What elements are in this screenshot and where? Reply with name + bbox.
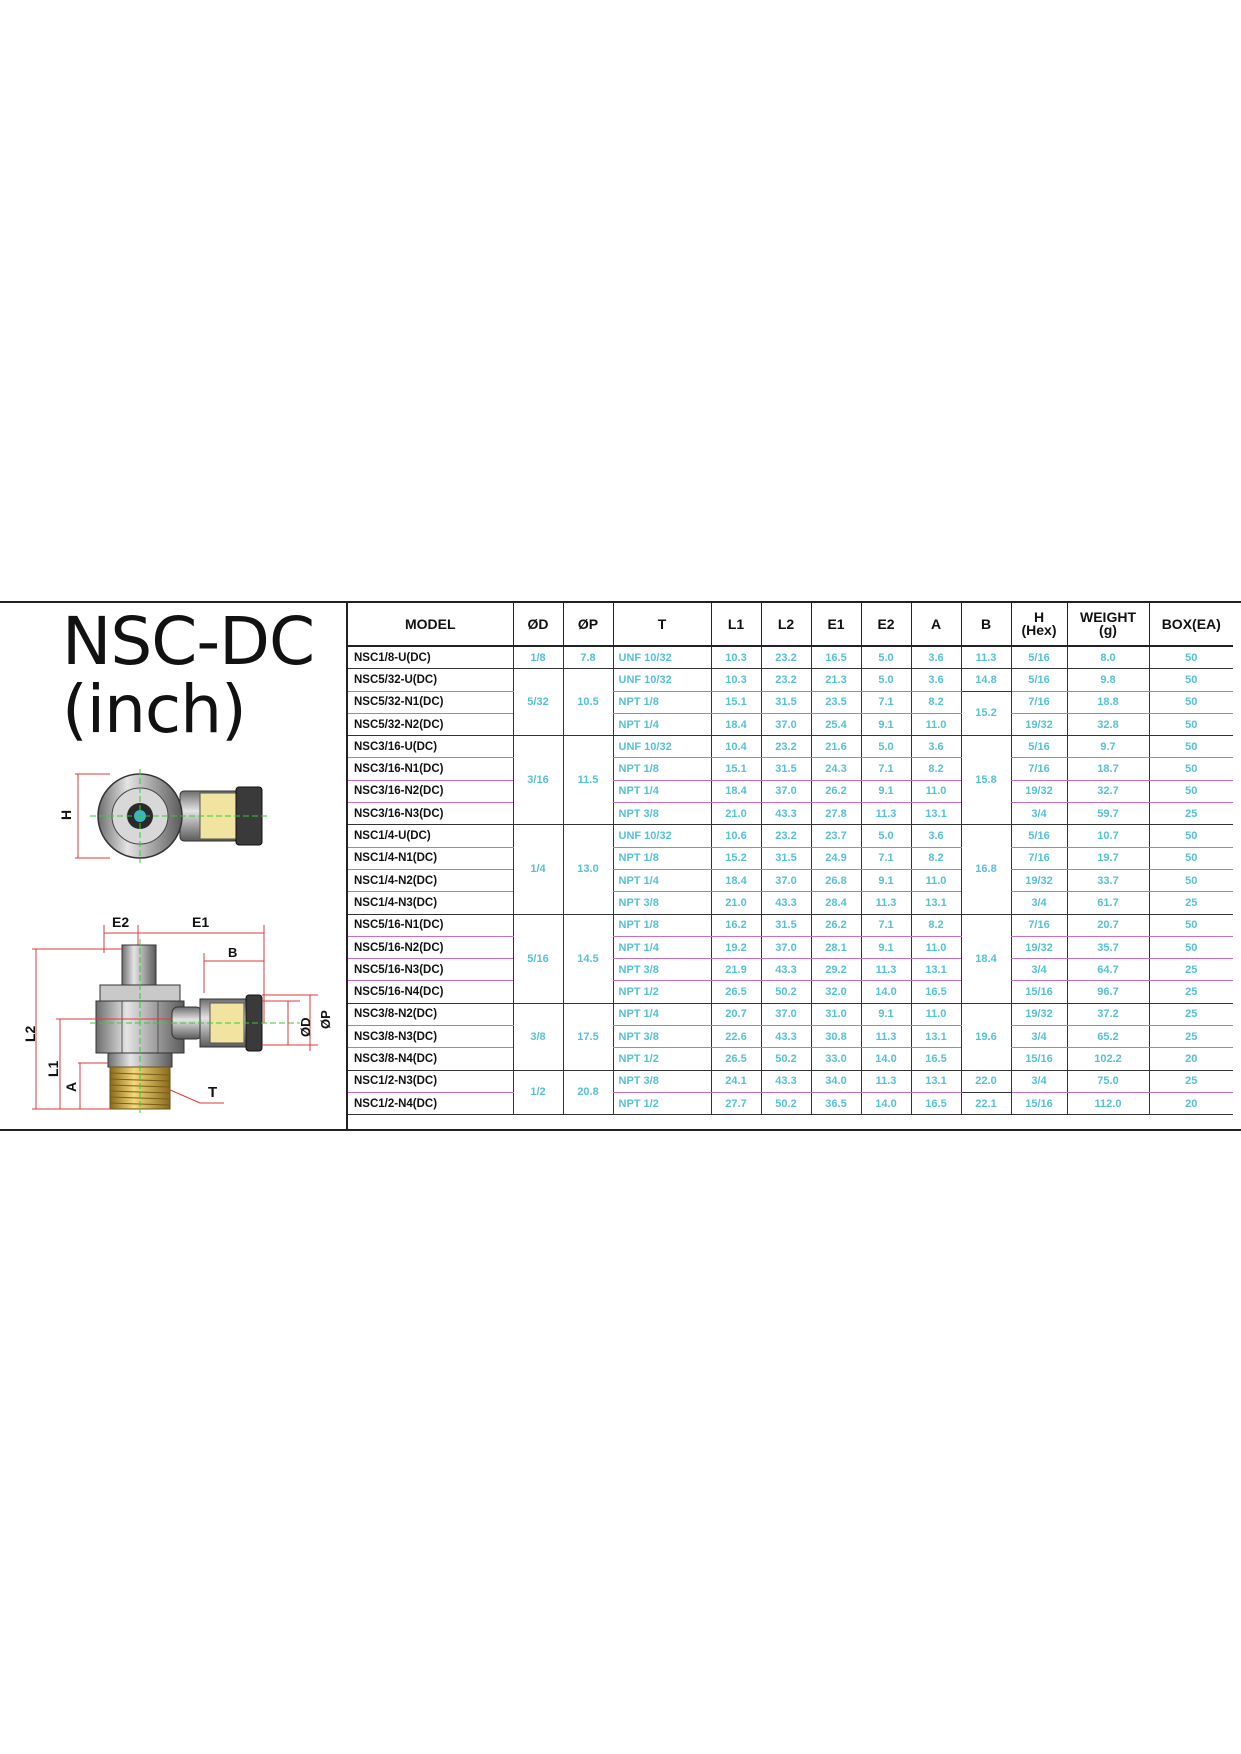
b-cell: 18.4 <box>961 914 1011 1003</box>
hex-cell: 19/32 <box>1011 780 1067 802</box>
weight-cell: 9.7 <box>1067 736 1149 758</box>
b-cell: 15.8 <box>961 736 1011 825</box>
l2-cell: 23.2 <box>761 669 811 691</box>
box-cell: 25 <box>1149 959 1233 981</box>
l1-cell: 21.0 <box>711 803 761 825</box>
h-dimension-label: H <box>58 809 74 820</box>
e1-cell: 34.0 <box>811 1070 861 1092</box>
hex-cell: 15/16 <box>1011 981 1067 1003</box>
e1-cell: 30.8 <box>811 1026 861 1048</box>
weight-cell: 75.0 <box>1067 1070 1149 1092</box>
e2-cell: 9.1 <box>861 780 911 802</box>
col-header-weight-label: WEIGHT <box>1080 609 1136 625</box>
a-cell: 3.6 <box>911 669 961 691</box>
hex-cell: 5/16 <box>1011 825 1067 847</box>
l2-cell: 50.2 <box>761 1092 811 1114</box>
weight-cell: 32.7 <box>1067 780 1149 802</box>
e1-cell: 28.4 <box>811 892 861 914</box>
box-cell: 50 <box>1149 758 1233 780</box>
e1-cell: 24.9 <box>811 847 861 869</box>
a-cell: 13.1 <box>911 892 961 914</box>
hex-cell: 5/16 <box>1011 736 1067 758</box>
col-header-weight <box>1067 603 1149 646</box>
thread-cell: NPT 3/8 <box>613 892 711 914</box>
l2-cell: 37.0 <box>761 713 811 735</box>
box-cell: 20 <box>1149 1048 1233 1070</box>
l1-cell: 21.0 <box>711 892 761 914</box>
model-cell: NSC1/8-U(DC) <box>348 646 513 669</box>
l2-cell: 23.2 <box>761 825 811 847</box>
e2-cell: 9.1 <box>861 936 911 958</box>
box-cell: 20 <box>1149 1092 1233 1114</box>
l1-cell: 22.6 <box>711 1026 761 1048</box>
l1-cell: 19.2 <box>711 936 761 958</box>
e2-cell: 9.1 <box>861 869 911 891</box>
thread-cell: UNF 10/32 <box>613 825 711 847</box>
thread-cell: NPT 3/8 <box>613 803 711 825</box>
l1-cell: 18.4 <box>711 780 761 802</box>
thread-cell: UNF 10/32 <box>613 646 711 669</box>
model-cell: NSC1/4-U(DC) <box>348 825 513 847</box>
l2-cell: 43.3 <box>761 803 811 825</box>
l1-cell: 26.5 <box>711 1048 761 1070</box>
e2-cell: 9.1 <box>861 713 911 735</box>
a-cell: 8.2 <box>911 758 961 780</box>
box-cell: 25 <box>1149 1070 1233 1092</box>
b-dimension-label: B <box>228 945 238 960</box>
col-header-weight-unit: (g) <box>1099 622 1117 638</box>
t-dimension-label: T <box>208 1084 218 1101</box>
e1-cell: 27.8 <box>811 803 861 825</box>
od-cell: 5/32 <box>513 669 563 736</box>
l1-cell: 18.4 <box>711 869 761 891</box>
l2-cell: 50.2 <box>761 981 811 1003</box>
weight-cell: 96.7 <box>1067 981 1149 1003</box>
box-cell: 50 <box>1149 914 1233 936</box>
e2-dimension-label: E2 <box>112 914 130 930</box>
table-row <box>348 825 1233 847</box>
thread-cell: NPT 1/4 <box>613 869 711 891</box>
box-cell: 25 <box>1149 803 1233 825</box>
e1-cell: 29.2 <box>811 959 861 981</box>
hex-cell: 19/32 <box>1011 869 1067 891</box>
thread-cell: NPT 1/8 <box>613 691 711 713</box>
l1-cell: 16.2 <box>711 914 761 936</box>
box-cell: 50 <box>1149 825 1233 847</box>
model-cell: NSC3/8-N3(DC) <box>348 1026 513 1048</box>
table-row <box>348 713 1233 735</box>
l1-cell: 15.1 <box>711 691 761 713</box>
e2-cell: 11.3 <box>861 892 911 914</box>
e1-cell: 21.3 <box>811 669 861 691</box>
e1-cell: 23.7 <box>811 825 861 847</box>
weight-cell: 18.8 <box>1067 691 1149 713</box>
thread-cell: UNF 10/32 <box>613 669 711 691</box>
e2-cell: 11.3 <box>861 803 911 825</box>
l2-cell: 31.5 <box>761 914 811 936</box>
model-cell: NSC5/16-N1(DC) <box>348 914 513 936</box>
hex-cell: 3/4 <box>1011 959 1067 981</box>
b-cell: 11.3 <box>961 646 1011 669</box>
table-header-row <box>348 603 1233 646</box>
e1-cell: 16.5 <box>811 646 861 669</box>
weight-cell: 9.8 <box>1067 669 1149 691</box>
weight-cell: 10.7 <box>1067 825 1149 847</box>
e1-cell: 28.1 <box>811 936 861 958</box>
unit-label: (inch) <box>62 671 246 748</box>
table-row <box>348 936 1233 958</box>
l2-cell: 23.2 <box>761 646 811 669</box>
product-panel <box>0 603 348 1129</box>
a-cell: 16.5 <box>911 981 961 1003</box>
e2-cell: 11.3 <box>861 1070 911 1092</box>
weight-cell: 18.7 <box>1067 758 1149 780</box>
model-cell: NSC5/16-N4(DC) <box>348 981 513 1003</box>
e1-cell: 25.4 <box>811 713 861 735</box>
top-view <box>58 769 270 863</box>
spec-table <box>348 603 1233 1115</box>
box-cell: 50 <box>1149 691 1233 713</box>
weight-cell: 102.2 <box>1067 1048 1149 1070</box>
model-cell: NSC5/32-N1(DC) <box>348 691 513 713</box>
e2-cell: 9.1 <box>861 1003 911 1025</box>
l1-cell: 10.3 <box>711 646 761 669</box>
a-cell: 3.6 <box>911 646 961 669</box>
col-header-od: ØD <box>513 603 563 646</box>
col-header-model: MODEL <box>348 603 513 646</box>
a-cell: 13.1 <box>911 959 961 981</box>
hex-cell: 5/16 <box>1011 646 1067 669</box>
model-cell: NSC3/8-N2(DC) <box>348 1003 513 1025</box>
col-header-h-label: H <box>1033 609 1045 625</box>
col-header-a: A <box>911 603 961 646</box>
table-row <box>348 1092 1233 1114</box>
hex-cell: 3/4 <box>1011 1026 1067 1048</box>
a-cell: 8.2 <box>911 691 961 713</box>
op-cell: 17.5 <box>563 1003 613 1070</box>
a-cell: 16.5 <box>911 1092 961 1114</box>
od-cell: 1/4 <box>513 825 563 914</box>
thread-cell: NPT 1/2 <box>613 1048 711 1070</box>
l2-cell: 37.0 <box>761 1003 811 1025</box>
l2-cell: 37.0 <box>761 869 811 891</box>
b-cell: 15.2 <box>961 691 1011 736</box>
thread-cell: NPT 1/8 <box>613 847 711 869</box>
table-row <box>348 981 1233 1003</box>
l2-cell: 50.2 <box>761 1048 811 1070</box>
l2-cell: 37.0 <box>761 780 811 802</box>
col-header-box: BOX(EA) <box>1149 603 1233 646</box>
box-cell: 50 <box>1149 869 1233 891</box>
table-row <box>348 691 1233 713</box>
model-cell: NSC5/16-N3(DC) <box>348 959 513 981</box>
e2-cell: 7.1 <box>861 914 911 936</box>
a-cell: 11.0 <box>911 713 961 735</box>
weight-cell: 33.7 <box>1067 869 1149 891</box>
thread-cell: NPT 1/2 <box>613 981 711 1003</box>
e2-cell: 14.0 <box>861 981 911 1003</box>
e1-cell: 23.5 <box>811 691 861 713</box>
hex-cell: 7/16 <box>1011 691 1067 713</box>
table-row <box>348 959 1233 981</box>
col-header-l2: L2 <box>761 603 811 646</box>
model-cell: NSC5/32-U(DC) <box>348 669 513 691</box>
b-cell: 16.8 <box>961 825 1011 914</box>
l2-cell: 31.5 <box>761 847 811 869</box>
od-cell: 5/16 <box>513 914 563 1003</box>
e1-cell: 31.0 <box>811 1003 861 1025</box>
e2-cell: 11.3 <box>861 959 911 981</box>
a-cell: 13.1 <box>911 1070 961 1092</box>
col-header-op: ØP <box>563 603 613 646</box>
hex-cell: 19/32 <box>1011 713 1067 735</box>
l2-cell: 23.2 <box>761 736 811 758</box>
e1-cell: 33.0 <box>811 1048 861 1070</box>
table-row <box>348 1070 1233 1092</box>
e2-cell: 14.0 <box>861 1092 911 1114</box>
thread-cell: NPT 3/8 <box>613 959 711 981</box>
l1-cell: 20.7 <box>711 1003 761 1025</box>
hex-cell: 19/32 <box>1011 1003 1067 1025</box>
l2-cell: 43.3 <box>761 1026 811 1048</box>
box-cell: 25 <box>1149 1003 1233 1025</box>
hex-cell: 7/16 <box>1011 758 1067 780</box>
model-cell: NSC1/4-N3(DC) <box>348 892 513 914</box>
e2-cell: 5.0 <box>861 736 911 758</box>
a-cell: 8.2 <box>911 914 961 936</box>
op-cell: 11.5 <box>563 736 613 825</box>
weight-cell: 112.0 <box>1067 1092 1149 1114</box>
od-cell: 3/16 <box>513 736 563 825</box>
table-row <box>348 1026 1233 1048</box>
weight-cell: 35.7 <box>1067 936 1149 958</box>
model-cell: NSC3/8-N4(DC) <box>348 1048 513 1070</box>
table-row <box>348 780 1233 802</box>
col-header-l1: L1 <box>711 603 761 646</box>
table-row <box>348 669 1233 691</box>
box-cell: 50 <box>1149 847 1233 869</box>
a-cell: 16.5 <box>911 1048 961 1070</box>
table-row <box>348 646 1233 669</box>
e1-cell: 26.2 <box>811 780 861 802</box>
product-spec-sheet <box>0 601 1241 1131</box>
e1-cell: 36.5 <box>811 1092 861 1114</box>
weight-cell: 37.2 <box>1067 1003 1149 1025</box>
weight-cell: 59.7 <box>1067 803 1149 825</box>
box-cell: 50 <box>1149 669 1233 691</box>
col-header-e2: E2 <box>861 603 911 646</box>
l1-cell: 15.1 <box>711 758 761 780</box>
hex-cell: 15/16 <box>1011 1048 1067 1070</box>
l1-cell: 27.7 <box>711 1092 761 1114</box>
thread-cell: UNF 10/32 <box>613 736 711 758</box>
l2-cell: 31.5 <box>761 758 811 780</box>
a-cell: 3.6 <box>911 736 961 758</box>
od-cell: 1/8 <box>513 646 563 669</box>
thread-cell: NPT 1/2 <box>613 1092 711 1114</box>
box-cell: 50 <box>1149 713 1233 735</box>
a-cell: 3.6 <box>911 825 961 847</box>
model-cell: NSC1/4-N2(DC) <box>348 869 513 891</box>
l1-cell: 24.1 <box>711 1070 761 1092</box>
e2-cell: 7.1 <box>861 691 911 713</box>
l1-cell: 18.4 <box>711 713 761 735</box>
model-cell: NSC3/16-N2(DC) <box>348 780 513 802</box>
col-header-h-unit: (Hex) <box>1021 622 1057 638</box>
a-cell: 13.1 <box>911 1026 961 1048</box>
table-row <box>348 758 1233 780</box>
a-dimension-label: A <box>63 1081 79 1092</box>
table-row <box>348 803 1233 825</box>
l2-cell: 43.3 <box>761 959 811 981</box>
model-cell: NSC1/2-N3(DC) <box>348 1070 513 1092</box>
box-cell: 50 <box>1149 780 1233 802</box>
l2-cell: 43.3 <box>761 892 811 914</box>
box-cell: 25 <box>1149 1026 1233 1048</box>
box-cell: 50 <box>1149 736 1233 758</box>
model-cell: NSC3/16-N1(DC) <box>348 758 513 780</box>
thread-cell: NPT 1/8 <box>613 914 711 936</box>
a-cell: 11.0 <box>911 780 961 802</box>
hex-cell: 3/4 <box>1011 892 1067 914</box>
model-cell: NSC3/16-N3(DC) <box>348 803 513 825</box>
l2-cell: 43.3 <box>761 1070 811 1092</box>
table-row <box>348 869 1233 891</box>
e1-cell: 21.6 <box>811 736 861 758</box>
hex-cell: 3/4 <box>1011 803 1067 825</box>
od-cell: 1/2 <box>513 1070 563 1115</box>
thread-cell: NPT 1/4 <box>613 780 711 802</box>
b-cell: 22.0 <box>961 1070 1011 1092</box>
l1-cell: 10.3 <box>711 669 761 691</box>
e2-cell: 11.3 <box>861 1026 911 1048</box>
b-cell: 22.1 <box>961 1092 1011 1114</box>
front-view <box>22 914 333 1113</box>
l1-cell: 15.2 <box>711 847 761 869</box>
thread-cell: NPT 1/4 <box>613 713 711 735</box>
e1-cell: 26.8 <box>811 869 861 891</box>
weight-cell: 20.7 <box>1067 914 1149 936</box>
e2-cell: 7.1 <box>861 847 911 869</box>
op-dimension-label: ØP <box>318 1010 333 1029</box>
box-cell: 50 <box>1149 646 1233 669</box>
table-row <box>348 847 1233 869</box>
model-cell: NSC1/4-N1(DC) <box>348 847 513 869</box>
weight-cell: 19.7 <box>1067 847 1149 869</box>
a-cell: 8.2 <box>911 847 961 869</box>
e1-dimension-label: E1 <box>192 914 210 930</box>
l2-cell: 37.0 <box>761 936 811 958</box>
box-cell: 50 <box>1149 936 1233 958</box>
l1-cell: 21.9 <box>711 959 761 981</box>
box-cell: 25 <box>1149 892 1233 914</box>
op-cell: 10.5 <box>563 669 613 736</box>
hex-cell: 15/16 <box>1011 1092 1067 1114</box>
model-cell: NSC5/32-N2(DC) <box>348 713 513 735</box>
l1-cell: 26.5 <box>711 981 761 1003</box>
weight-cell: 8.0 <box>1067 646 1149 669</box>
l2-dimension-label: L2 <box>22 1025 38 1042</box>
hex-cell: 5/16 <box>1011 669 1067 691</box>
weight-cell: 65.2 <box>1067 1026 1149 1048</box>
hex-cell: 3/4 <box>1011 1070 1067 1092</box>
a-cell: 11.0 <box>911 936 961 958</box>
hex-cell: 7/16 <box>1011 914 1067 936</box>
thread-cell: NPT 1/8 <box>613 758 711 780</box>
od-dimension-label: ØD <box>298 1017 313 1037</box>
col-header-t: T <box>613 603 711 646</box>
op-cell: 13.0 <box>563 825 613 914</box>
table-row <box>348 1003 1233 1025</box>
e2-cell: 5.0 <box>861 646 911 669</box>
e2-cell: 14.0 <box>861 1048 911 1070</box>
e1-cell: 24.3 <box>811 758 861 780</box>
col-header-h <box>1011 603 1067 646</box>
table-row <box>348 1048 1233 1070</box>
model-cell: NSC5/16-N2(DC) <box>348 936 513 958</box>
thread-cell: NPT 1/4 <box>613 1003 711 1025</box>
a-cell: 11.0 <box>911 1003 961 1025</box>
col-header-e1: E1 <box>811 603 861 646</box>
a-cell: 13.1 <box>911 803 961 825</box>
weight-cell: 64.7 <box>1067 959 1149 981</box>
weight-cell: 61.7 <box>1067 892 1149 914</box>
model-cell: NSC1/2-N4(DC) <box>348 1092 513 1114</box>
thread-cell: NPT 1/4 <box>613 936 711 958</box>
e1-cell: 32.0 <box>811 981 861 1003</box>
op-cell: 7.8 <box>563 646 613 669</box>
thread-cell: NPT 3/8 <box>613 1070 711 1092</box>
product-title: NSC-DC <box>62 603 315 680</box>
table-row <box>348 736 1233 758</box>
e2-cell: 5.0 <box>861 825 911 847</box>
table-row <box>348 914 1233 936</box>
e2-cell: 7.1 <box>861 758 911 780</box>
od-cell: 3/8 <box>513 1003 563 1070</box>
hex-cell: 7/16 <box>1011 847 1067 869</box>
l2-cell: 31.5 <box>761 691 811 713</box>
l1-dimension-label: L1 <box>45 1060 61 1077</box>
box-cell: 25 <box>1149 981 1233 1003</box>
weight-cell: 32.8 <box>1067 713 1149 735</box>
table-row <box>348 892 1233 914</box>
a-cell: 11.0 <box>911 869 961 891</box>
model-cell: NSC3/16-U(DC) <box>348 736 513 758</box>
b-cell: 14.8 <box>961 669 1011 691</box>
l1-cell: 10.4 <box>711 736 761 758</box>
e2-cell: 5.0 <box>861 669 911 691</box>
thread-cell: NPT 3/8 <box>613 1026 711 1048</box>
l1-cell: 10.6 <box>711 825 761 847</box>
fitting-dimension-drawing <box>0 753 346 1113</box>
e1-cell: 26.2 <box>811 914 861 936</box>
b-cell: 19.6 <box>961 1003 1011 1070</box>
col-header-b: B <box>961 603 1011 646</box>
hex-cell: 19/32 <box>1011 936 1067 958</box>
op-cell: 14.5 <box>563 914 613 1003</box>
op-cell: 20.8 <box>563 1070 613 1115</box>
